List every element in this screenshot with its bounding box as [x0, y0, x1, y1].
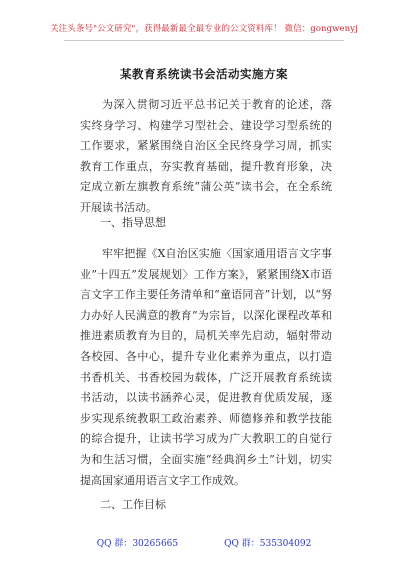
document-title: 某教育系统读书会活动实施方案 [120, 67, 288, 81]
intro-paragraph: 为深入贯彻习近平总书记关于教育的论述，落实终身学习、构建学习型社会、建设学习型系统的工作要求，紧紧围绕自治区全民终身学习周，抓实教育工作重点，夯实教育基础，提升教育形象，决定成立新左旗教育系统“蒲公英”读书会，在全系统开展读书活动。 [80, 98, 332, 214]
footer-qq-group-primary: QQ 群：30265665 [96, 539, 179, 549]
section-heading-guiding-ideology: 一、指导思想 [100, 216, 166, 229]
guiding-ideology-paragraph: 牢牢把握《X自治区实施〈国家通用语言文字事业”十四五”发展规划〉工作方案》，紧紧围绕X市语言文字工作主要任务清单和“童语同音”计划，以“努力办好人民满意的教育”为宗旨，以深化课程改革和推进素质教育为目的，局机关率先启动，辐射带动各校园、各中心，提升专业化素养为重点，以打造书香机关、书香校园为载体，广泛开展教育系统读书活动，以读书涵养心灵，促进教育优质发展，逐步实现系统教职工政治素养、师德修养和教学技能的综合提升，让读书学习成为广大教职工的自觉行为和生活习惯，全面实施“经典润乡土”计划，切实提高国家通用语言文字工作成效。 [80, 247, 332, 487]
section-heading-work-goals: 二、工作目标 [100, 498, 166, 511]
footer-contact [0, 536, 408, 549]
footer-qq-group-secondary: QQ 群：535304092 [224, 539, 312, 549]
header-promo-note: 关注头条号"公文研究"，获得最新最全最专业的公文资料库！ 微信：gongwenyj [50, 24, 358, 34]
header-divider [64, 40, 344, 41]
